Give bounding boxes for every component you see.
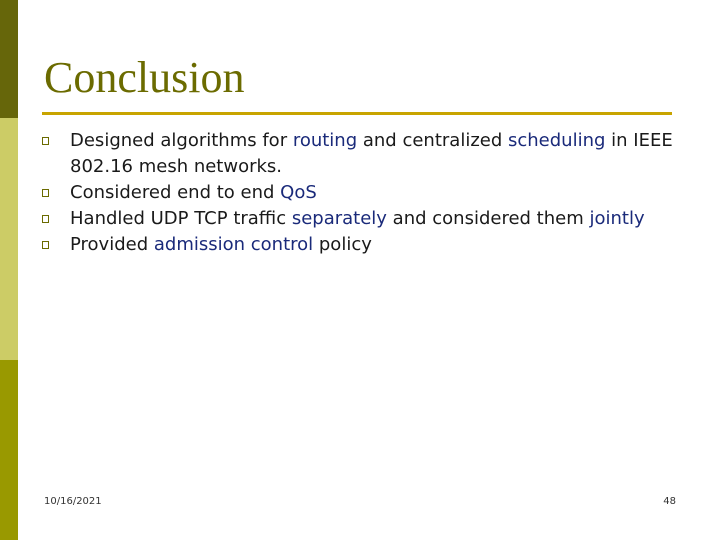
bullet-item bbox=[42, 206, 682, 232]
square-bullet-icon bbox=[42, 189, 49, 197]
bullet-text: Considered end to end bbox=[70, 182, 281, 203]
bullet-text: Handled UDP TCP traffic bbox=[70, 208, 292, 229]
bullet-text: in IEEE 802.16 mesh networks. bbox=[70, 130, 673, 177]
bullet-text: and centralized bbox=[357, 130, 508, 151]
bullet-item bbox=[42, 180, 682, 206]
bullet-text: Designed algorithms for bbox=[70, 130, 293, 151]
square-bullet-icon bbox=[42, 241, 49, 249]
highlighted-term: routing bbox=[292, 130, 358, 151]
left-bar-segment-olive bbox=[0, 360, 18, 540]
footer-date: 10/16/2021 bbox=[44, 496, 102, 507]
bullet-text: Provided bbox=[70, 234, 154, 255]
highlighted-term: scheduling bbox=[508, 130, 606, 151]
slide-title: Conclusion bbox=[44, 53, 245, 102]
bullet-text: and considered them bbox=[386, 208, 590, 229]
highlighted-term: separately bbox=[291, 208, 387, 229]
highlighted-term: QoS bbox=[280, 182, 317, 203]
square-bullet-icon bbox=[42, 215, 49, 223]
bullet-text: policy bbox=[313, 234, 372, 255]
bullet-list bbox=[42, 128, 682, 258]
left-decorative-bar bbox=[0, 0, 18, 540]
left-bar-segment-dark bbox=[0, 0, 18, 118]
highlighted-term: jointly bbox=[589, 208, 645, 229]
left-bar-segment-light bbox=[0, 118, 18, 360]
highlighted-term: admission control bbox=[153, 234, 314, 255]
bullet-item bbox=[42, 128, 682, 180]
square-bullet-icon bbox=[42, 137, 49, 145]
title-underline bbox=[42, 112, 672, 115]
page-number: 48 bbox=[663, 496, 676, 507]
bullet-item bbox=[42, 232, 682, 258]
